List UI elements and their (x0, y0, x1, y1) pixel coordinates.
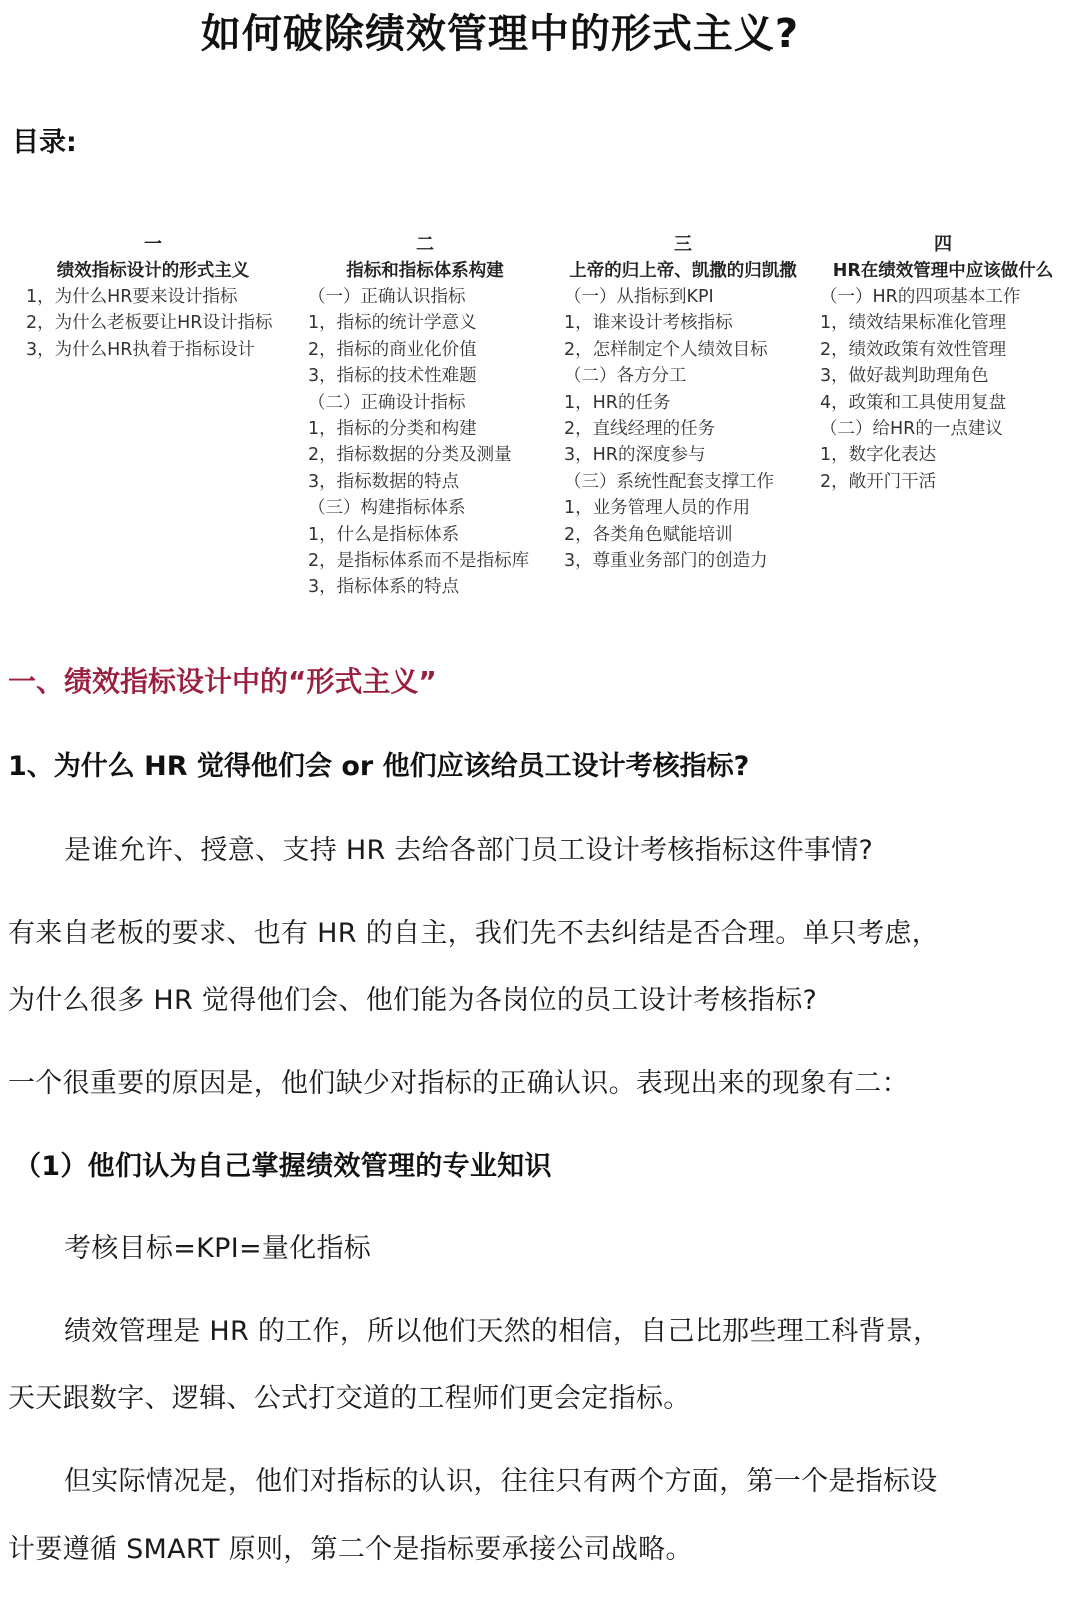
toc-item: 3，做好裁判助理角色 (820, 366, 989, 387)
toc-item: （三）系统性配套支撑工作 (564, 471, 774, 492)
toc-item: 2，绩效政策有效性管理 (820, 339, 1007, 360)
toc-column-heading: HR在绩效管理中应该做什么 (832, 261, 1054, 281)
section-heading: 一、绩效指标设计中的“形式主义” (8, 665, 437, 698)
toc-column-number: 二 (416, 234, 434, 255)
toc-column-heading: 指标和指标体系构建 (346, 261, 504, 281)
toc-column-number: 一 (144, 234, 162, 255)
toc-item: 1，谁来设计考核指标 (564, 313, 733, 334)
toc-column-3 (558, 232, 808, 574)
toc-column-heading: 上帝的归上帝、凯撒的归凯撒 (569, 261, 797, 281)
toc-item: 2，指标的商业化价值 (308, 339, 477, 360)
toc-item: 3，指标体系的特点 (308, 577, 460, 598)
toc-column-4 (818, 232, 1068, 495)
toc-item: 1，HR的任务 (564, 392, 671, 413)
toc-item: 2，是指标体系而不是指标库 (308, 550, 530, 571)
toc-item: 3，HR的深度参与 (564, 445, 706, 466)
toc-item: 2，为什么老板要让HR设计指标 (26, 313, 273, 334)
toc-item: 3，指标数据的特点 (308, 471, 460, 492)
toc-item: （一）正确认识指标 (308, 287, 466, 307)
toc-item: 2，各类角色赋能培训 (564, 524, 733, 545)
toc-item: 1，数字化表达 (820, 445, 937, 466)
paragraph-line: 考核目标=KPI=量化指标 (64, 1233, 372, 1264)
paragraph-line: 是谁允许、授意、支持 HR 去给各部门员工设计考核指标这件事情? (64, 835, 874, 866)
toc-item: 2，怎样制定个人绩效目标 (564, 339, 768, 360)
toc-item: 1，业务管理人员的作用 (564, 498, 751, 519)
paragraph-line: 一个很重要的原因是，他们缺少对指标的正确认识。表现出来的现象有二： (8, 1068, 909, 1099)
page-title: 如何破除绩效管理中的形式主义? (200, 11, 800, 57)
paragraph-line: 为什么很多 HR 觉得他们会、他们能为各岗位的员工设计考核指标? (8, 985, 818, 1016)
toc-label: 目录: (12, 127, 77, 158)
toc-column-1 (22, 232, 284, 363)
toc-column-number: 三 (674, 234, 692, 255)
toc-item: 1，什么是指标体系 (308, 524, 460, 545)
toc-item: 3，尊重业务部门的创造力 (564, 550, 768, 571)
toc-item: 1，绩效结果标准化管理 (820, 313, 1007, 334)
toc-column-heading: 绩效指标设计的形式主义 (56, 261, 250, 281)
toc-item: 4，政策和工具使用复盘 (820, 392, 1007, 413)
toc-column-2 (300, 232, 550, 601)
toc-item: （二）给HR的一点建议 (820, 418, 1003, 439)
subsection-heading: 1、为什么 HR 觉得他们会 or 他们应该给员工设计考核指标? (8, 751, 750, 782)
paragraph-line: 但实际情况是，他们对指标的认识，往往只有两个方面，第一个是指标设 (64, 1466, 938, 1497)
toc-item: 2，直线经理的任务 (564, 418, 716, 439)
toc-item: 1，指标的分类和构建 (308, 418, 477, 439)
toc-item: （一）HR的四项基本工作 (820, 287, 1021, 307)
toc-item: 2，敞开门干活 (820, 471, 937, 492)
toc-item: （二）各方分工 (564, 366, 687, 387)
toc-item: （三）构建指标体系 (308, 498, 466, 519)
toc-item: （一）从指标到KPI (564, 287, 714, 307)
paragraph-line: 绩效管理是 HR 的工作，所以他们天然的相信，自己比那些理工科背景， (64, 1316, 941, 1347)
toc-item: 1，为什么HR要来设计指标 (26, 287, 238, 307)
toc-item: （二）正确设计指标 (308, 392, 466, 413)
toc-item: 1，指标的统计学意义 (308, 313, 477, 334)
paragraph-line: 天天跟数字、逻辑、公式打交道的工程师们更会定指标。 (8, 1383, 691, 1414)
toc-item: 2，指标数据的分类及测量 (308, 445, 512, 466)
paragraph-subheading: （1）他们认为自己掌握绩效管理的专业知识 (14, 1151, 552, 1182)
toc-column-number: 四 (934, 234, 952, 255)
toc-item: 3，为什么HR执着于指标设计 (26, 339, 255, 360)
toc-item: 3，指标的技术性难题 (308, 366, 477, 387)
paragraph-line: 计要遵循 SMART 原则，第二个是指标要承接公司战略。 (8, 1534, 693, 1565)
paragraph-line: 有来自老板的要求、也有 HR 的自主，我们先不去纠结是否合理。单只考虑， (8, 918, 940, 949)
